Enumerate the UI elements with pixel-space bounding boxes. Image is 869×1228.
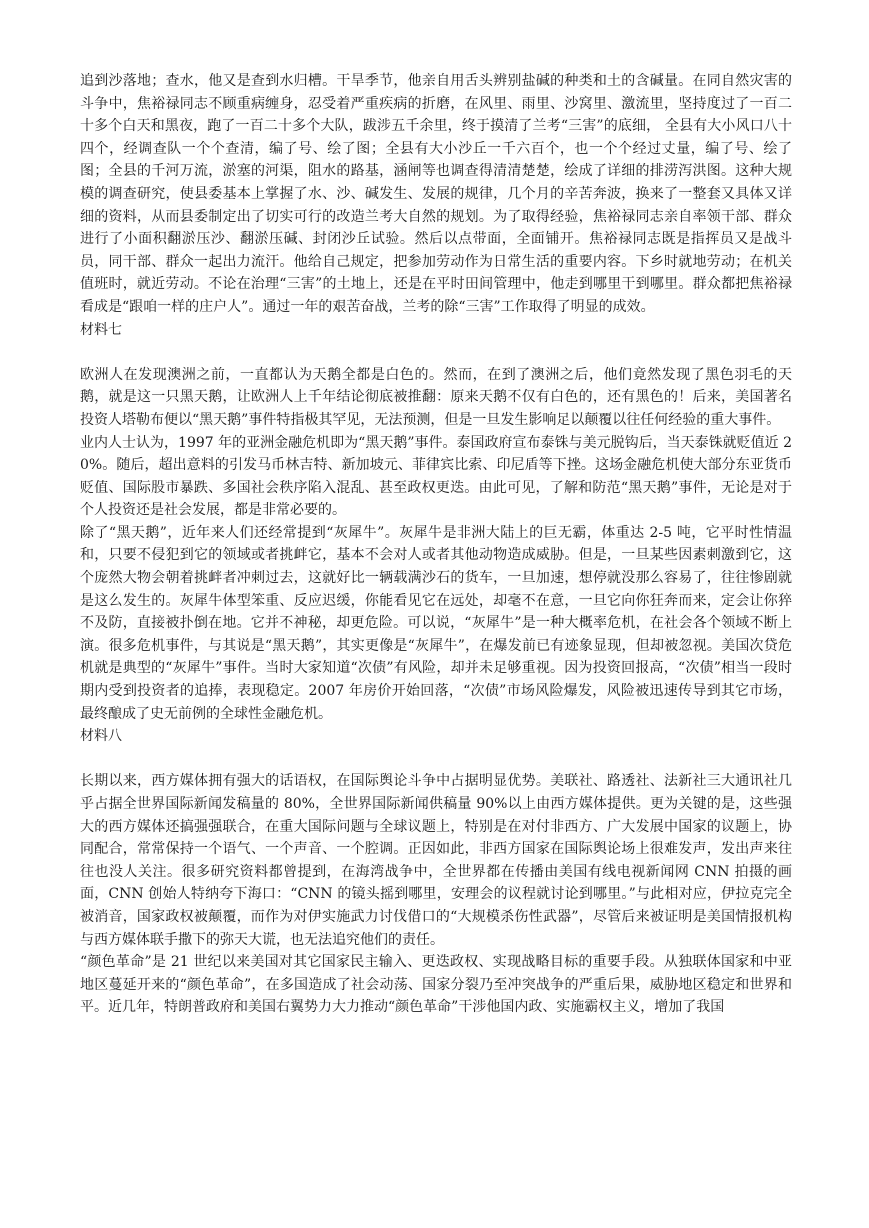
paragraph-western-media: 长期以来，西方媒体拥有强大的话语权，在国际舆论斗争中占据明显优势。美联社、路透社、法新社三大通讯社几乎占据全世界国际新闻发稿量的 80%，全世界国际新闻供稿量 90%以上由西方媒体提供。更为关键的是，这些强大的西方媒体还搞强强联合，在重大国际问题与全球议题上，特别是在对付非西方、广大发展中国家的议题上，协同配合，常常保持一个语气、一个声音、一个腔调。正因如此，非西方国家在国际舆论场上很难发声，发出声来往往也没人关注。很多研究资料都曾提到，在海湾战争中，全世界都在传播由美国有线电视新闻网 CNN 拍摄的画面，CNN 创始人特纳夸下海口：“CNN 的镜头摇到哪里，安理会的议程就讨论到哪里。”与此相对应，伊拉克完全被消音，国家政权被颠覆，而作为对伊实施武力讨伐借口的“大规模杀伤性武器”，尽管后来被证明是美国情报机构与西方媒体联手撒下的弥天大谎，也无法追究他们的责任。: [80, 773, 792, 948]
paragraph-color-revolution: “颜色革命”是 21 世纪以来美国对其它国家民主输入、更迭政权、实现战略目标的重要手段。从独联体国家和中亚地区蔓延开来的“颜色革命”，在多国造成了社会动荡、国家分裂乃至冲突战争的严重后果，威胁地区稳定和世界和平。近几年，特朗普政府和美国右翼势力大力推动“颜色革命”干涉他国内政、实施霸权主义，增加了我国: [80, 954, 792, 1016]
section-heading-material-7: 材料七: [80, 321, 122, 338]
blank-line: [80, 341, 792, 364]
paragraph-jiao-yulu-survey: 追到沙落地；查水，他又是查到水归槽。干旱季节，他亲自用舌头辨别盐碱的种类和土的含碱量。在同自然灾害的斗争中，焦裕禄同志不顾重病缠身，忍受着严重疾病的折磨，在风里、雨里、沙窝里、激流里，坚持度过了一百二十多个白天和黑夜，跑了一百二十多个大队，跋涉五千余里，终于摸清了兰考“三害”的底细， 全县有大小风口八十四个，经调查队一个个查清，编了号、绘了图；全县有大小沙丘一千六百个，也一个个经过丈量，编了号、绘了图；全县的千河万流，淤塞的河渠，阻水的路基，涵闸等也调查得清清楚楚，绘成了详细的排涝泻洪图。这种大规模的调查研究，使县委基本上掌握了水、沙、碱发生、发展的规律，几个月的辛苦奔波，换来了一整套又具体又详细的资料，从而县委制定出了切实可行的改造兰考大自然的规划。为了取得经验，焦裕禄同志亲自率领干部、群众进行了小面积翻淤压沙、翻淤压碱、封闭沙丘试验。然后以点带面，全面铺开。焦裕禄同志既是指挥员又是战斗员，同干部、群众一起出力流汗。他给自己规定，把参加劳动作为日常生活的重要内容。下乡时就地劳动；在机关值班时，就近劳动。不论在治理“三害”的土地上，还是在平时田间管理中，他走到哪里干到哪里。群众都把焦裕禄看成是“跟咱一样的庄户人”。通过一年的艰苦奋战，兰考的除“三害”工作取得了明显的成效。: [80, 73, 792, 315]
paragraph-gray-rhino: 除了“黑天鹅”，近年来人们还经常提到“灰犀牛”。灰犀牛是非洲大陆上的巨无霸，体重达 2-5 吨，它平时性情温和，只要不侵犯到它的领域或者挑衅它，基本不会对人或者其他动物造成威胁。但是，一旦某些因素刺激到它，这个庞然大物会朝着挑衅者冲刺过去，这就好比一辆载满沙石的货车，一旦加速，想停就没那么容易了，往往惨剧就是这么发生的。灰犀牛体型笨重、反应迟缓，你能看见它在远处，却毫不在意，一旦它向你狂奔而来，定会让你猝不及防，直接被扑倒在地。它并不神秘，却更危险。可以说，“灰犀牛”是一种大概率危机，在社会各个领域不断上演。很多危机事件，与其说是“黑天鹅”，其实更像是“灰犀牛”，在爆发前已有迹象显现，但却被忽视。美国次贷危机就是典型的“灰犀牛”事件。当时大家知道“次债”有风险，却并未足够重视。因为投资回报高，“次债”相当一段时期内受到投资者的追捧，表现稳定。2007 年房价开始回落，“次债”市场风险爆发，风险被迅速传导到其它市场，最终酿成了史无前例的全球性金融危机。: [80, 524, 792, 722]
section-heading-material-8: 材料八: [80, 728, 122, 745]
paragraph-black-swan-origin: 欧洲人在发现澳洲之前，一直都认为天鹅全都是白色的。然而，在到了澳洲之后，他们竟然发现了黑色羽毛的天鹅，就是这一只黑天鹅，让欧洲人上千年结论彻底被推翻：原来天鹅不仅有白色的，还有黑色的！后来，美国著名投资人塔勒布便以“黑天鹅”事件特指极其罕见，无法预测，但是一旦发生影响足以颠覆以往任何经验的重大事件。: [80, 366, 792, 428]
blank-line: [80, 748, 792, 771]
paragraph-asian-financial-crisis: 业内人士认为，1997 年的亚洲金融危机即为“黑天鹅”事件。泰国政府宣布泰铢与美元脱钩后，当天泰铢就贬值近 20%。随后，超出意料的引发马币林吉特、新加坡元、菲律宾比索、印尼盾等下挫。这场金融危机使大部分东亚货币贬值、国际股市暴跌、多国社会秩序陷入混乱、甚至政权更迭。由此可见，了解和防范“黑天鹅”事件，无论是对于个人投资还是社会发展，都是非常必要的。: [80, 434, 792, 519]
document-page: [80, 70, 792, 1019]
